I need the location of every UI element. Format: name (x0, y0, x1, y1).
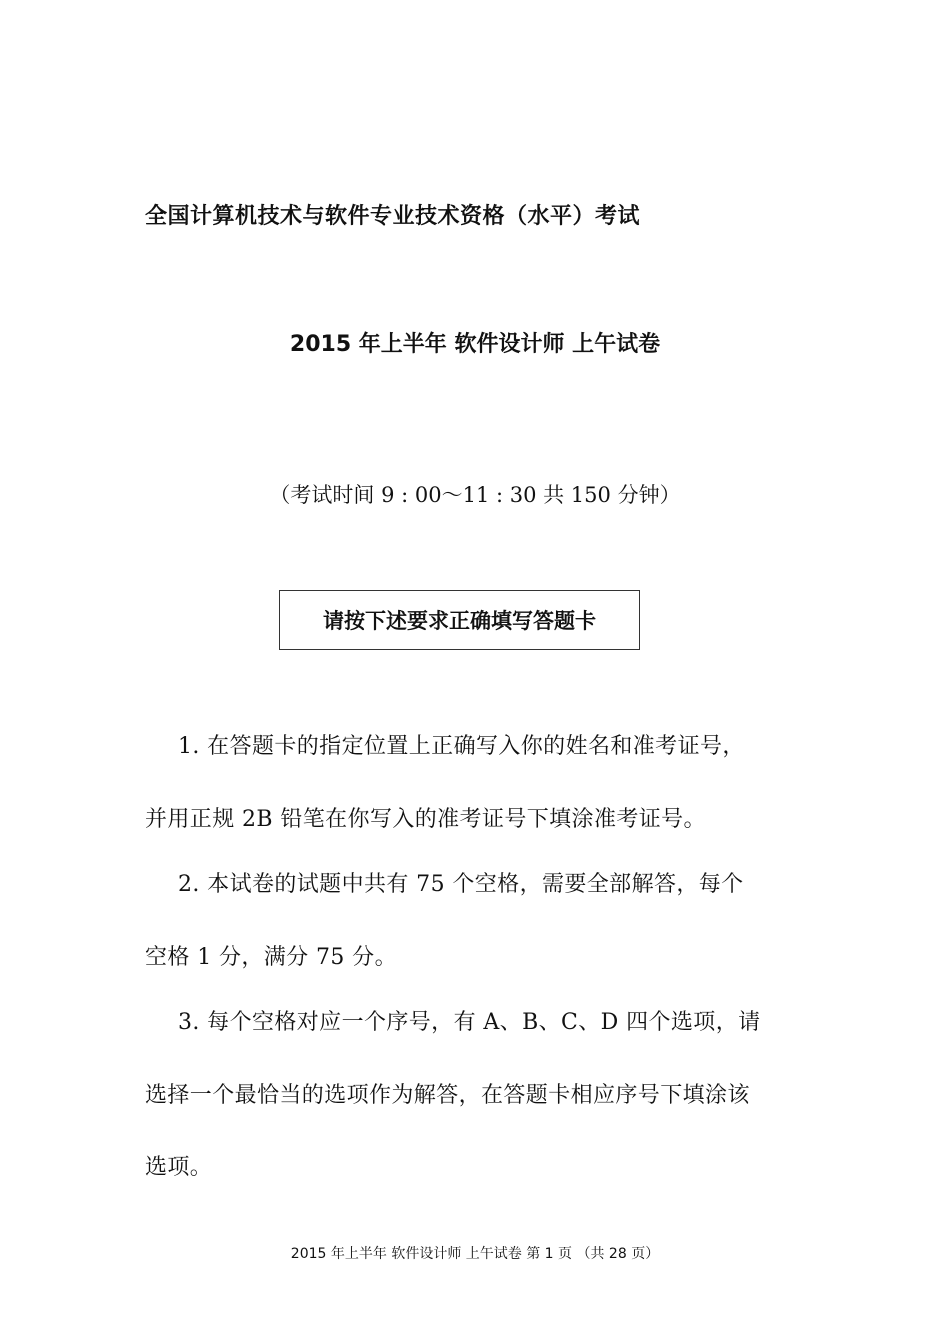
instruction-line-3: 2. 本试卷的试题中共有 75 个空格，需要全部解答，每个 (178, 872, 744, 897)
answer-sheet-notice-box (279, 590, 640, 650)
exam-time: （考试时间 9 : 00～11 : 30 共 150 分钟） (269, 483, 681, 507)
instruction-line-5: 3. 每个空格对应一个序号，有 A、B、C、D 四个选项，请 (178, 1010, 761, 1035)
instruction-line-7: 选项。 (145, 1155, 213, 1180)
instruction-line-1: 1. 在答题卡的指定位置上正确写入你的姓名和准考证号， (178, 734, 745, 759)
page-footer: 2015 年上半年 软件设计师 上午试卷 第 1 页 （共 28 页） (290, 1246, 660, 1262)
exam-title: 2015 年上半年 软件设计师 上午试卷 (289, 332, 661, 357)
instruction-line-4: 空格 1 分，满分 75 分。 (145, 945, 397, 970)
notice-box-text: 请按下述要求正确填写答题卡 (323, 609, 596, 633)
instruction-line-6: 选择一个最恰当的选项作为解答，在答题卡相应序号下填涂该 (145, 1083, 750, 1108)
instruction-line-2: 并用正规 2B 铅笔在你写入的准考证号下填涂准考证号。 (145, 807, 706, 832)
organization-title: 全国计算机技术与软件专业技术资格（水平）考试 (145, 204, 641, 229)
